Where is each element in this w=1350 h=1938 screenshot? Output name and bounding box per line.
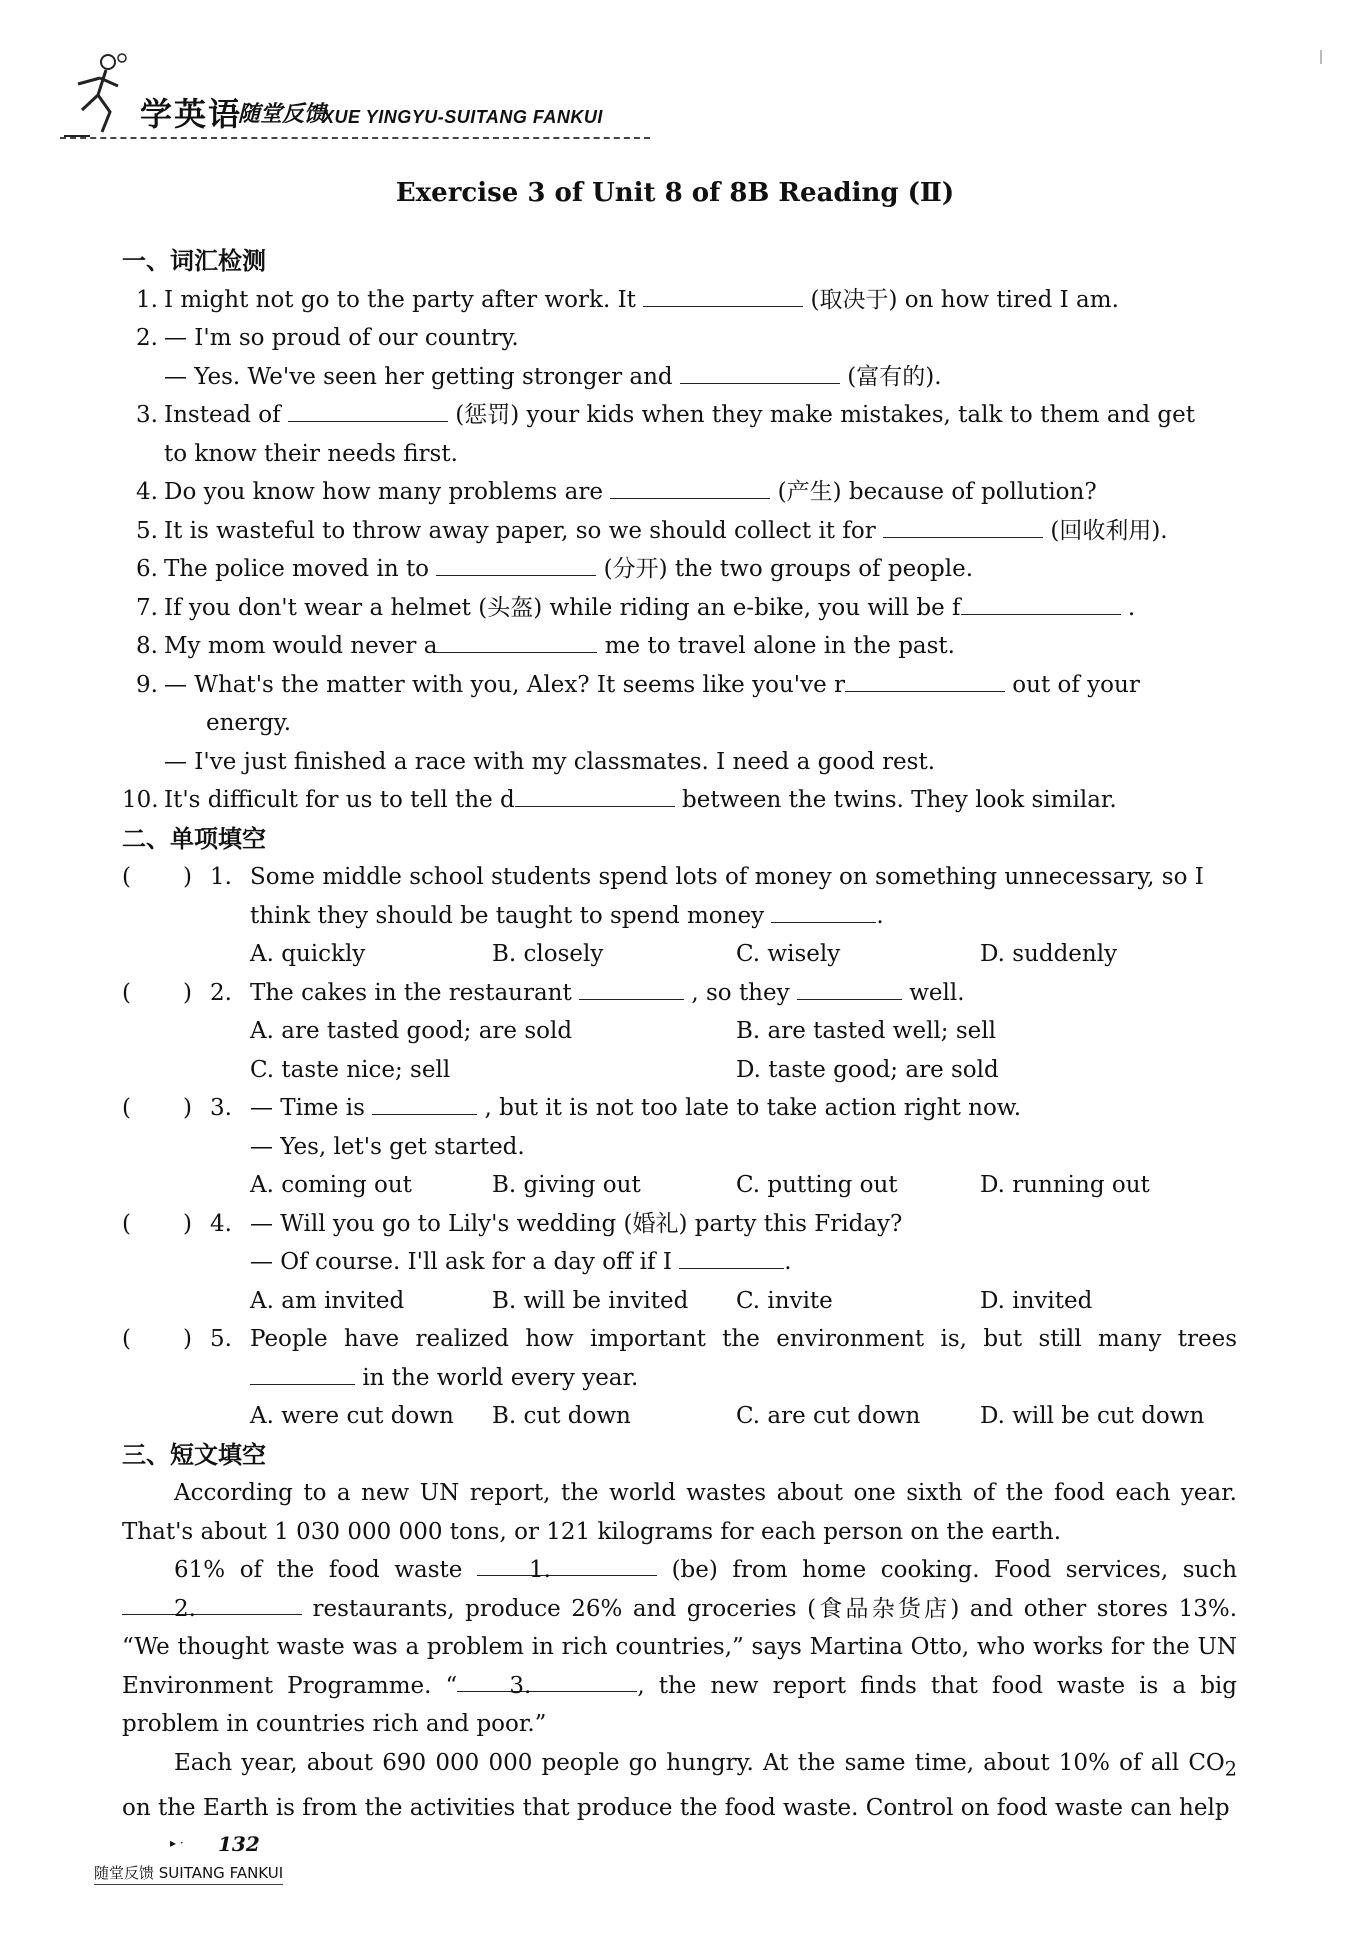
question-row: ( ) 4. — Will you go to Lily's wedding (婚礼) party this Friday? (122, 1205, 1237, 1244)
answer-blank[interactable] (288, 397, 448, 422)
runner-logo-icon (60, 50, 140, 140)
answer-blank[interactable]: 3. (457, 1667, 637, 1692)
option[interactable]: D. will be cut down (980, 1403, 1205, 1429)
list-item: 1. I might not go to the party after work. It (取决于) on how tired I am. (122, 281, 1237, 320)
question-row: think they should be taught to spend money . (122, 897, 1237, 936)
answer-paren[interactable]: ( ) (122, 979, 192, 1006)
section-heading: 一、词汇检测 (122, 247, 266, 275)
list-item: 2. — I'm so proud of our country. (136, 325, 519, 351)
answer-blank[interactable] (250, 1360, 355, 1385)
passage-paragraph: According to a new UN report, the world wastes about one sixth of the food each year. That's about 1 030 000 000 tons, or 121 kilograms for each person on the earth. (122, 1480, 1237, 1545)
list-item: 4. Do you know how many problems are (产生) because of pollution? (122, 473, 1237, 512)
option[interactable]: A. were cut down (250, 1403, 454, 1429)
list-item: 3. Instead of (惩罚) your kids when they make mistakes, talk to them and get (122, 396, 1237, 435)
question-row: ( ) 2. The cakes in the restaurant , so they well. (122, 974, 1237, 1013)
option[interactable]: B. giving out (492, 1172, 641, 1198)
answer-blank[interactable] (515, 782, 675, 807)
section-heading: 二、单项填空 (122, 824, 266, 853)
option[interactable]: A. quickly (250, 941, 366, 967)
page-arrow-icon: ▸ · (170, 1836, 184, 1850)
question-row: in the world every year. (122, 1359, 1237, 1398)
header-cn-title: 学英语 (140, 95, 243, 133)
header-cn-subtitle: 随堂反馈 (238, 101, 327, 127)
question-row: — Yes, let's get started. (250, 1133, 525, 1160)
option[interactable]: C. taste nice; sell (250, 1056, 451, 1083)
answer-blank[interactable] (643, 282, 803, 307)
answer-blank[interactable] (797, 975, 902, 1000)
passage-paragraph: 61% of the food waste 1. (be) from home cooking. Food services, such 2. restaurants, produce 26% and groceries (食品杂货店) and other stores 13%. “We thought waste was a problem in rich countries,” says Martina Otto, who works for the UN Environment Programme. “ 3. , the new report finds that food waste is a big problem in countries rich and poor.” (122, 1551, 1237, 1744)
page-number: 132 (218, 1832, 260, 1856)
options-row (122, 1282, 1237, 1321)
answer-blank[interactable] (883, 513, 1043, 538)
question-row: ( ) 5. People have realized how important the environment is, but still many trees (122, 1320, 1237, 1359)
footer-tag: 随堂反馈 SUITANG FANKUI (94, 1862, 283, 1885)
answer-blank[interactable]: 1. (477, 1551, 657, 1576)
list-item: — I've just finished a race with my classmates. I need a good rest. (164, 748, 936, 775)
option[interactable]: D. suddenly (980, 941, 1118, 967)
list-item: 8. My mom would never a me to travel alone in the past. (122, 627, 1237, 666)
answer-blank[interactable]: 2. (122, 1590, 302, 1615)
options-row (122, 1012, 1237, 1051)
answer-blank[interactable] (579, 975, 684, 1000)
section-heading: 三、短文填空 (122, 1440, 266, 1469)
answer-blank[interactable] (680, 359, 840, 384)
list-item: 6. The police moved in to (分开) the two groups of people. (122, 550, 1237, 589)
options-row (122, 1051, 1237, 1090)
list-item: 5. It is wasteful to throw away paper, so we should collect it for (回收利用). (122, 512, 1237, 551)
option[interactable]: C. are cut down (736, 1403, 921, 1429)
list-item: — Yes. We've seen her getting stronger and (富有的). (122, 358, 1237, 397)
answer-blank[interactable] (771, 898, 876, 923)
content (122, 242, 1237, 1827)
list-item: 9. — What's the matter with you, Alex? It seems like you've r out of your (122, 666, 1237, 705)
question-row: ( ) 1. Some middle school students spend lots of money on something unnecessary, so I (122, 858, 1237, 897)
options-row (122, 1166, 1237, 1205)
option[interactable]: A. coming out (250, 1172, 412, 1198)
options-row (122, 935, 1237, 974)
option[interactable]: B. closely (492, 941, 604, 967)
answer-paren[interactable]: ( ) (122, 1095, 192, 1121)
answer-blank[interactable] (961, 590, 1121, 615)
answer-blank[interactable] (437, 628, 597, 653)
option[interactable]: B. are tasted well; sell (736, 1018, 996, 1044)
option[interactable]: C. putting out (736, 1172, 898, 1198)
list-item: to know their needs first. (164, 440, 458, 467)
list-item: energy. (206, 710, 292, 736)
option[interactable]: D. running out (980, 1172, 1150, 1198)
list-item: 7. If you don't wear a helmet (头盔) while riding an e-bike, you will be f . (122, 589, 1237, 628)
option[interactable]: C. invite (736, 1287, 833, 1314)
question-row: — Of course. I'll ask for a day off if I . (122, 1243, 1237, 1282)
header-en-title: XUE YINGYU-SUITANG FANKUI (322, 107, 603, 127)
option[interactable]: B. cut down (492, 1403, 631, 1429)
answer-blank[interactable] (610, 474, 770, 499)
page-header (60, 45, 660, 155)
option[interactable]: A. am invited (250, 1287, 405, 1314)
answer-blank[interactable] (436, 551, 596, 576)
answer-blank[interactable] (679, 1244, 784, 1269)
page-title: Exercise 3 of Unit 8 of 8B Reading (Ⅱ) (395, 178, 955, 208)
answer-paren[interactable]: ( ) (122, 864, 192, 890)
header-divider (60, 137, 650, 139)
options-row (122, 1397, 1237, 1436)
option[interactable]: B. will be invited (492, 1287, 689, 1314)
answer-blank[interactable] (845, 667, 1005, 692)
answer-paren[interactable]: ( ) (122, 1210, 192, 1237)
passage-paragraph: Each year, about 690 000 000 people go hungry. At the same time, about 10% of all $CO_2$ on the Earth is from the activities that produce the food waste. Control on food waste can help (122, 1749, 1237, 1821)
answer-paren[interactable]: ( ) (122, 1326, 192, 1352)
list-item: 10. It's difficult for us to tell the d between the twins. They look similar. (122, 781, 1237, 820)
option[interactable]: A. are tasted good; are sold (250, 1018, 573, 1044)
option[interactable]: D. invited (980, 1287, 1093, 1314)
question-row: ( ) 3. — Time is , but it is not too late to take action right now. (122, 1089, 1237, 1128)
option[interactable]: C. wisely (736, 941, 841, 967)
answer-blank[interactable] (372, 1090, 477, 1115)
corner-mark (1320, 50, 1322, 64)
option[interactable]: D. taste good; are sold (736, 1056, 999, 1083)
